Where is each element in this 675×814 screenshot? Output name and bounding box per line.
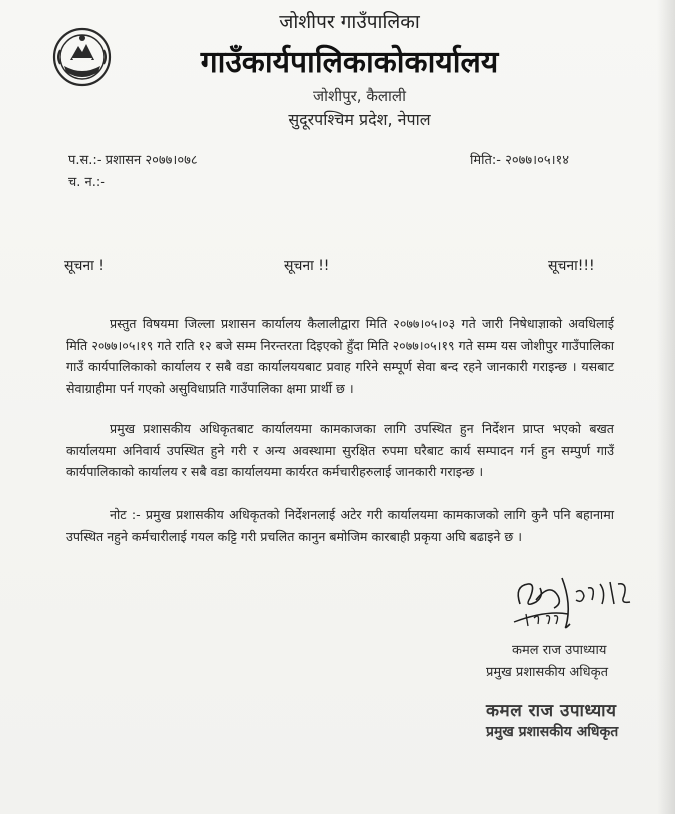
notice-heading-3: सूचना!!! [548,258,595,274]
signatory-title: प्रमुख प्रशासकीय अधिकृत [486,665,609,680]
body-paragraph-2: प्रमुख प्रशासकीय अधिकृतबाट कार्यालयमा कामकाजका लागि उपस्थित हुन निर्देशन प्राप्त भएको बखत कार्यालयमा अनिवार्य उपस्थित हुने गरी र अन्य अवस्थामा सुरक्षित रुपमा घरैबाट कार्य सम्पादन गर्न हुन सम्पुर्ण गाउँ कार्यपालिकाको कार्यालय र सबै वडा कार्यालयमा कार्यरत कर्मचारीहरुलाई जानकारी गराइन्छ । [66,421,614,479]
handwritten-signature [506,574,642,632]
notice-heading-1: सूचना ! [64,258,104,274]
notice-heading-2: सूचना !! [284,258,330,274]
body-paragraph-note: नोट :- प्रमुख प्रशासकीय अधिकृतको निर्देशनलाई अटेर गरी कार्यालयमा कामकाजको लागि कुनै पनि बहानामा उपस्थित नहुने कर्मचारीलाई गयल कट्टि गरी प्रचलित कानुन बमोजिम कारबाही प्रकृया अघि बढाइने छ । [66,507,614,544]
letter-date: मिति:- २०७७।०५।१४ [470,153,570,168]
office-location: जोशीपुर, कैलाली [313,87,406,105]
letter-reference-number: प.स.:- प्रशासन २०७७।०७८ [68,153,198,168]
stamp-signatory-name: कमल राज उपाध्याय [486,701,617,721]
stamp-signatory-title: प्रमुख प्रशासकीय अधिकृत [486,724,619,740]
municipality-name: जोशीपर गाउँपालिका [279,11,420,33]
signatory-name: कमल राज उपाध्याय [512,643,607,658]
body-paragraph-1: प्रस्तुत विषयमा जिल्ला प्रशासन कार्यालय कैलालीद्वारा मिति २०७७।०५।०३ गते जारी निषेधाज्ञाको अवधिलाई मिति २०७७।०५।१९ गते राति १२ बजे सम्म निरन्तरता दिइएको हुँदा मिति २०७७।०५।१९ गते सम्म यस जोशीपुर गाउँपालिका गाउँ कार्यपालिकाको कार्यालय र सबै वडा कार्यालययबाट प्रवाह गरिने सम्पूर्ण सेवा बन्द रहने जानकारी गराइन्छ । यसबाट सेवाग्राहीमा पर्न गएको असुविधाप्रति गाउँपालिका क्षमा प्रार्थी छ । [66,316,614,396]
office-province: सुदूरपश्चिम प्रदेश, नेपाल [288,110,431,129]
office-title: गाउँकार्यपालिकाकोकार्यालय [200,45,499,80]
dispatch-number: च. न.:- [68,175,105,190]
